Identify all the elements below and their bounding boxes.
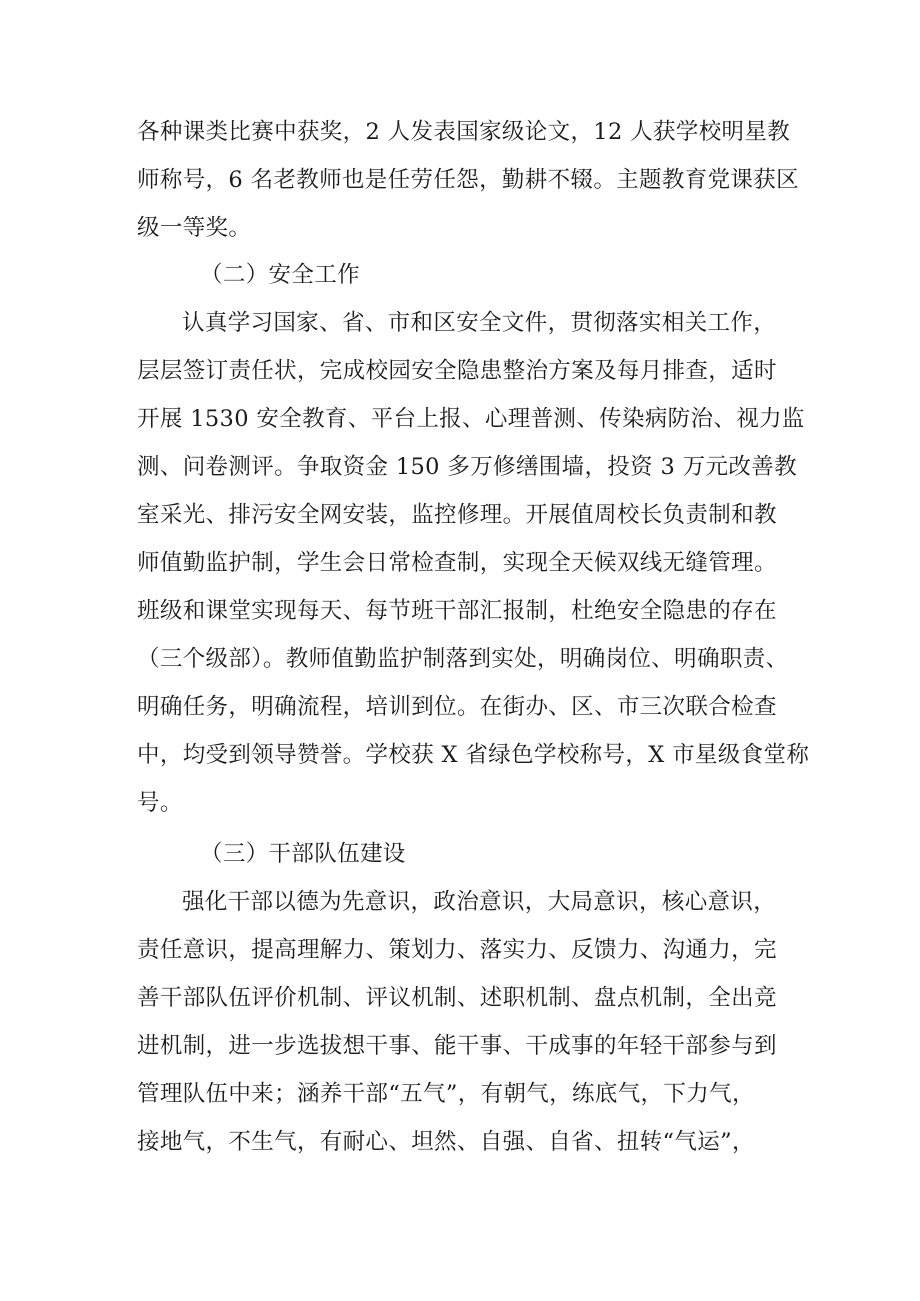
paragraph-line: 进机制，进一步选拔想干事、能干事、干成事的年轻干部参与到 bbox=[137, 1033, 777, 1059]
paragraph-line: 级一等奖。 bbox=[137, 215, 252, 241]
paragraph-line: 开展 1530 安全教育、平台上报、心理普测、传染病防治、视力监 bbox=[137, 406, 805, 432]
section-heading-cadre: （三）干部队伍建设 bbox=[200, 841, 406, 867]
paragraph-line: 测、问卷测评。争取资金 150 多万修缮围墙，投资 3 万元改善教 bbox=[137, 454, 797, 480]
paragraph-line: 号。 bbox=[137, 790, 183, 816]
paragraph-line: 层层签订责任状，完成校园安全隐患整治方案及每月排查，适时 bbox=[137, 358, 777, 384]
paragraph-line: 管理队伍中来；涵养干部“五气”，有朝气，练底气，下力气， bbox=[137, 1081, 755, 1107]
paragraph-line: 师称号，6 名老教师也是任劳任怨，勤耕不辍。主题教育党课获区 bbox=[137, 167, 799, 193]
paragraph-line: 各种课类比赛中获奖，2 人发表国家级论文，12 人获学校明星教 bbox=[137, 119, 791, 145]
paragraph-line: 室采光、排污安全网安装，监控修理。开展值周校长负责制和教 bbox=[137, 502, 777, 528]
paragraph-line: 中，均受到领导赞誉。学校获 X 省绿色学校称号，X 市星级食堂称 bbox=[137, 742, 810, 768]
paragraph-line: （三个级部）。教师值勤监护制落到实处，明确岗位、明确职责、 bbox=[137, 646, 789, 672]
paragraph-line: 班级和课堂实现每天、每节班干部汇报制，杜绝安全隐患的存在 bbox=[137, 598, 777, 624]
paragraph-line: 师值勤监护制，学生会日常检查制，实现全天候双线无缝管理。 bbox=[137, 550, 777, 576]
paragraph-line: 强化干部以德为先意识，政治意识，大局意识，核心意识， bbox=[182, 889, 777, 915]
paragraph-line: 善干部队伍评价机制、评议机制、述职机制、盘点机制，全出竞 bbox=[137, 985, 777, 1011]
section-heading-safety: （二）安全工作 bbox=[200, 262, 360, 288]
paragraph-line: 接地气，不生气，有耐心、坦然、自强、自省、扭转“气运”， bbox=[137, 1129, 755, 1155]
paragraph-line: 认真学习国家、省、市和区安全文件，贯彻落实相关工作， bbox=[182, 310, 777, 336]
paragraph-line: 明确任务，明确流程，培训到位。在街办、区、市三次联合检查 bbox=[137, 694, 777, 720]
paragraph-line: 责任意识，提高理解力、策划力、落实力、反馈力、沟通力，完 bbox=[137, 937, 777, 963]
